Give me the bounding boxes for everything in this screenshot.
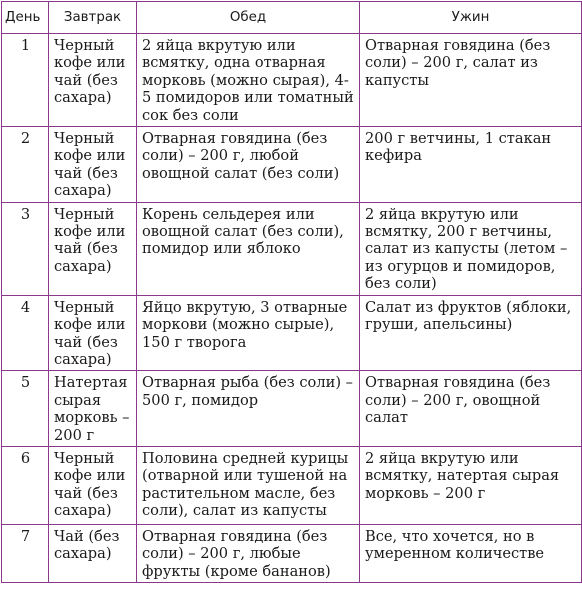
diet-menu [1, 1, 581, 583]
breakfast-cell: Натертая сырая морковь – 200 г [49, 371, 137, 447]
table-row [2, 127, 582, 203]
day-number: 6 [2, 446, 49, 524]
table-row [2, 202, 582, 295]
dinner-cell: 2 яйца вкрутую или всмятку, 200 г ветчины, салат из капусты (летом – из огурцов и помидоров, без соли) [360, 202, 582, 295]
breakfast-cell: Черный кофе или чай (без сахара) [49, 295, 137, 371]
lunch-cell: Отварная говядина (без соли) – 200 г, любой овощной салат (без соли) [137, 127, 360, 203]
dinner-cell: 200 г ветчины, 1 стакан кефира [360, 127, 582, 203]
breakfast-cell: Черный кофе или чай (без сахара) [49, 202, 137, 295]
day-number: 5 [2, 371, 49, 447]
header-row [2, 2, 582, 34]
day-number: 7 [2, 524, 49, 582]
table-row [2, 371, 582, 447]
dinner-cell: 2 яйца вкрутую или всмятку, натертая сырая морковь – 200 г [360, 446, 582, 524]
day-number: 2 [2, 127, 49, 203]
breakfast-cell: Чай (без сахара) [49, 524, 137, 582]
table-row [2, 524, 582, 582]
table-row [2, 295, 582, 371]
day-number: 4 [2, 295, 49, 371]
header-day: День [2, 2, 49, 34]
day-number: 3 [2, 202, 49, 295]
lunch-cell: Половина средней курицы (отварной или тушеной на растительном масле, без соли), салат из капусты [137, 446, 360, 524]
breakfast-cell: Черный кофе или чай (без сахара) [49, 34, 137, 127]
dinner-cell: Салат из фруктов (яблоки, груши, апельсины) [360, 295, 582, 371]
lunch-cell: 2 яйца вкрутую или всмятку, одна отварная морковь (можно сырая), 4-5 помидоров или томатный сок без соли [137, 34, 360, 127]
dinner-cell: Все, что хочется, но в умеренном количестве [360, 524, 582, 582]
lunch-cell: Корень сельдерея или овощной салат (без соли), помидор или яблоко [137, 202, 360, 295]
header-lunch: Обед [137, 2, 360, 34]
header-dinner: Ужин [360, 2, 582, 34]
table-row [2, 446, 582, 524]
day-number: 1 [2, 34, 49, 127]
dinner-cell: Отварная говядина (без соли) – 200 г, салат из капусты [360, 34, 582, 127]
table-row [2, 34, 582, 127]
dinner-cell: Отварная говядина (без соли) – 200 г, овощной салат [360, 371, 582, 447]
breakfast-cell: Черный кофе или чай (без сахара) [49, 446, 137, 524]
diet-menu-table [1, 1, 582, 583]
breakfast-cell: Черный кофе или чай (без сахара) [49, 127, 137, 203]
lunch-cell: Отварная рыба (без соли) – 500 г, помидор [137, 371, 360, 447]
lunch-cell: Яйцо вкрутую, 3 отварные моркови (можно сырые), 150 г творога [137, 295, 360, 371]
lunch-cell: Отварная говядина (без соли) – 200 г, любые фрукты (кроме бананов) [137, 524, 360, 582]
header-breakfast: Завтрак [49, 2, 137, 34]
